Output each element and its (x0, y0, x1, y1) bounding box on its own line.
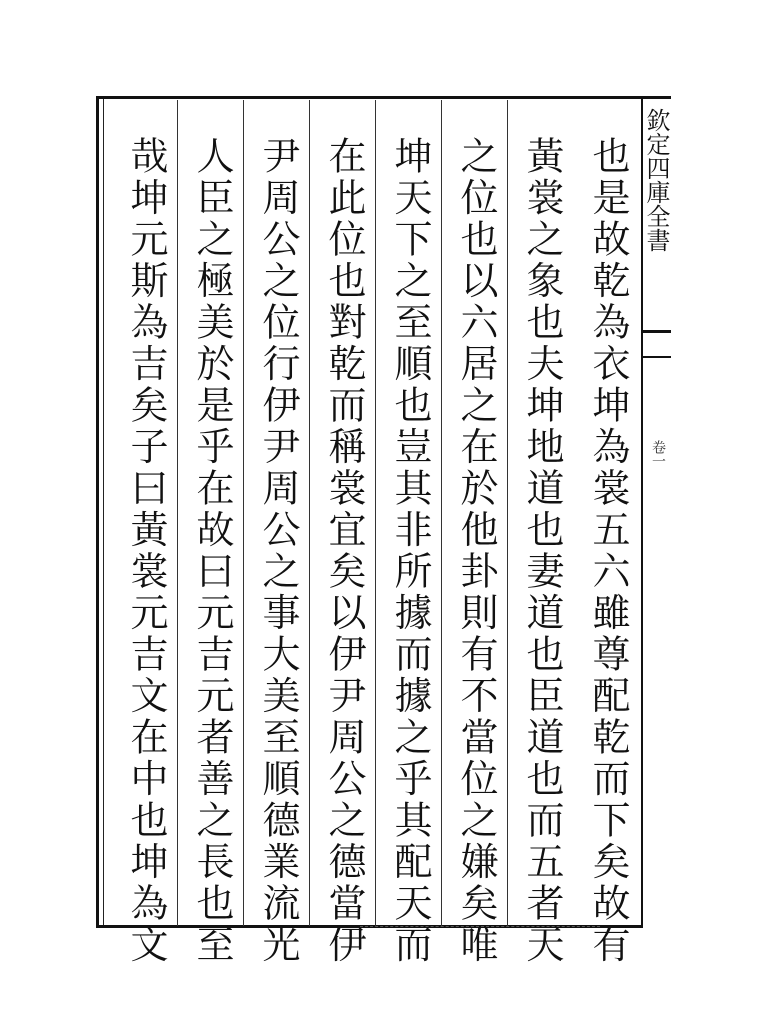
text-column-4 (375, 100, 441, 966)
column-text: 哉坤元斯為吉矣子曰黃裳元吉文在中也坤為文 (124, 136, 168, 966)
column-text: 坤天下之至順也豈其非所據而據之乎其配天而 (388, 136, 432, 966)
column-text: 也是故乾為衣坤為裳五六雖尊配乾而下矣故有 (586, 136, 630, 966)
column-text: 之位也以六居之在於他卦則有不當位之嫌矣唯 (454, 136, 498, 966)
bottom-border-specks (360, 926, 600, 931)
text-column-3 (441, 100, 507, 966)
column-text: 人臣之極美於是乎在故曰元吉元者善之長也至 (190, 136, 234, 966)
text-column-8 (105, 100, 177, 966)
text-column-1 (573, 100, 639, 966)
text-column-2 (507, 100, 573, 966)
text-column-6 (243, 100, 309, 966)
fish-tail-mark (641, 330, 671, 358)
text-column-5 (309, 100, 375, 966)
column-text: 黃裳之象也夫坤地道也妻道也臣道也而五者天 (520, 136, 564, 966)
column-text: 尹周公之位行伊尹周公之事大美至順德業流光 (256, 136, 300, 966)
margin-title: 欽定四庫全書 (642, 108, 670, 252)
margin-volume: 卷一 (650, 440, 666, 468)
column-text: 在此位也對乾而稱裳宜矣以伊尹周公之德當伊 (322, 136, 366, 966)
text-column-7 (177, 100, 243, 966)
